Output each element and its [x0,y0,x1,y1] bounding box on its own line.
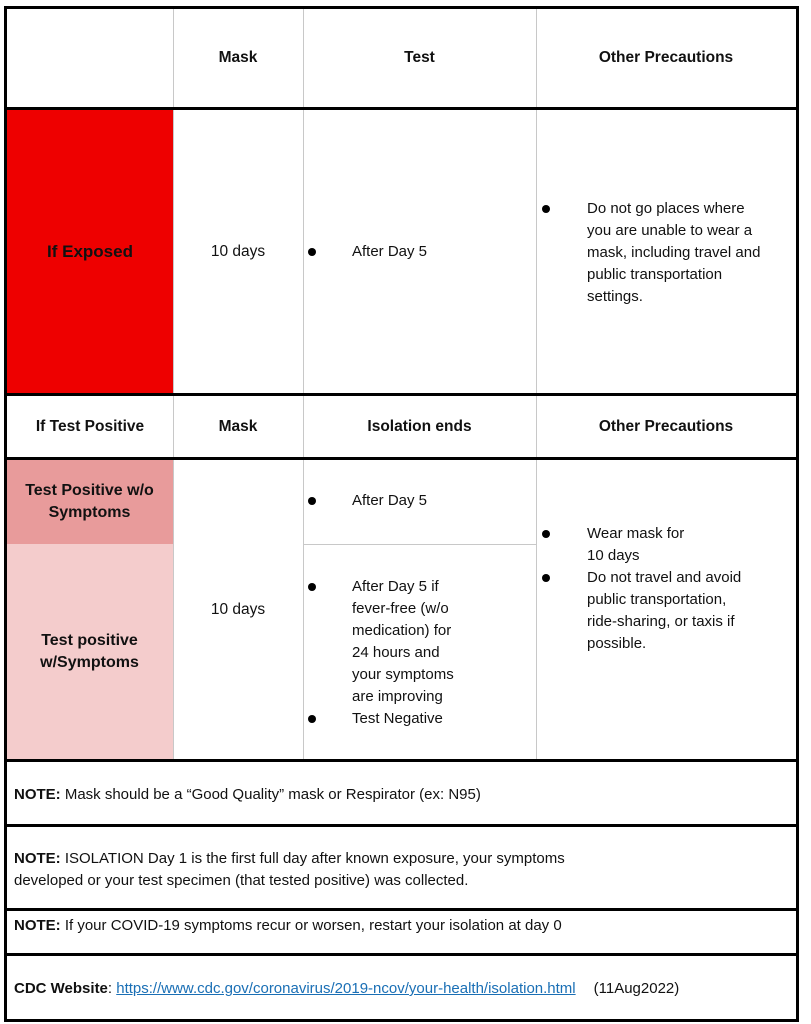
positive-other-text: Wear mask for 10 days [587,525,685,564]
no-symptoms-isolation-item [308,490,528,512]
note-text: If your COVID-19 symptoms recur or worsen, restart your isolation at day 0 [60,917,562,934]
rule [4,759,799,762]
grid-line [303,6,304,759]
header-positive-mask: Mask [218,417,258,435]
header-if-test-positive: If Test Positive [35,417,145,435]
bullet-icon [542,530,550,538]
bullet-icon [542,574,550,582]
header-other-precautions: Other Precautions [598,49,734,66]
grid-line [303,544,536,545]
note-label: NOTE: [14,786,61,803]
cdc-colon: : [107,980,117,997]
bullet-icon [308,248,316,256]
header-mask: Mask [218,49,258,66]
exposed-mask-duration: 10 days [210,242,266,260]
positive-other-item [542,523,792,567]
outer-border-right [796,6,799,1022]
header-isolation-ends: Isolation ends [367,417,472,435]
rule [4,1019,799,1022]
positive-other-item [542,567,792,655]
symptoms-isolation-item [308,708,528,730]
rule [4,908,799,911]
note-symptoms-recur [14,915,789,937]
symptoms-label: Test positive w/Symptoms [40,632,139,671]
isolation-guidance-table [4,6,799,1022]
no-symptoms-isolation-text: After Day 5 [352,492,428,509]
symptoms-isolation-text: After Day 5 if fever-free (w/o medication) for 24 hours and your symptoms are improving [352,578,454,705]
cdc-website-line [14,978,789,1000]
symptoms-isolation-item [308,576,528,708]
exposed-test-text: After Day 5 [352,243,428,260]
no-symptoms-label: Test Positive w/o Symptoms [25,482,154,521]
note-text: ISOLATION Day 1 is the first full day after known exposure, your symptoms developed or your test specimen (that tested positive) was collected. [14,850,565,889]
note-label: NOTE: [14,850,61,867]
bullet-icon [308,715,316,723]
positive-other-text: Do not travel and avoid public transportation, ride-sharing, or taxis if possible. [587,569,742,652]
positive-mask-duration: 10 days [210,600,266,618]
cdc-isolation-link[interactable]: https://www.cdc.gov/coronavirus/2019-ncov/your-health/isolation.html [116,980,576,997]
exposed-label: If Exposed [47,241,133,261]
header-positive-other-precautions: Other Precautions [598,417,734,435]
bullet-icon [542,205,550,213]
rule [4,824,799,827]
grid-line [536,6,537,759]
note-label: NOTE: [14,917,61,934]
bullet-icon [308,583,316,591]
exposed-test-item [308,241,528,263]
note-mask-quality [14,784,789,806]
bullet-icon [308,497,316,505]
symptoms-isolation-text: Test Negative [352,710,443,727]
header-test: Test [404,49,435,66]
cdc-label: CDC Website [14,980,108,997]
exposed-other-item [542,198,792,308]
rule [4,953,799,956]
cdc-date: (11Aug2022) [593,980,680,997]
note-text: Mask should be a “Good Quality” mask or Respirator (ex: N95) [60,786,481,803]
exposed-other-text: Do not go places where you are unable to wear a mask, including travel and public transportation settings. [587,200,761,305]
note-isolation-day [14,848,614,892]
